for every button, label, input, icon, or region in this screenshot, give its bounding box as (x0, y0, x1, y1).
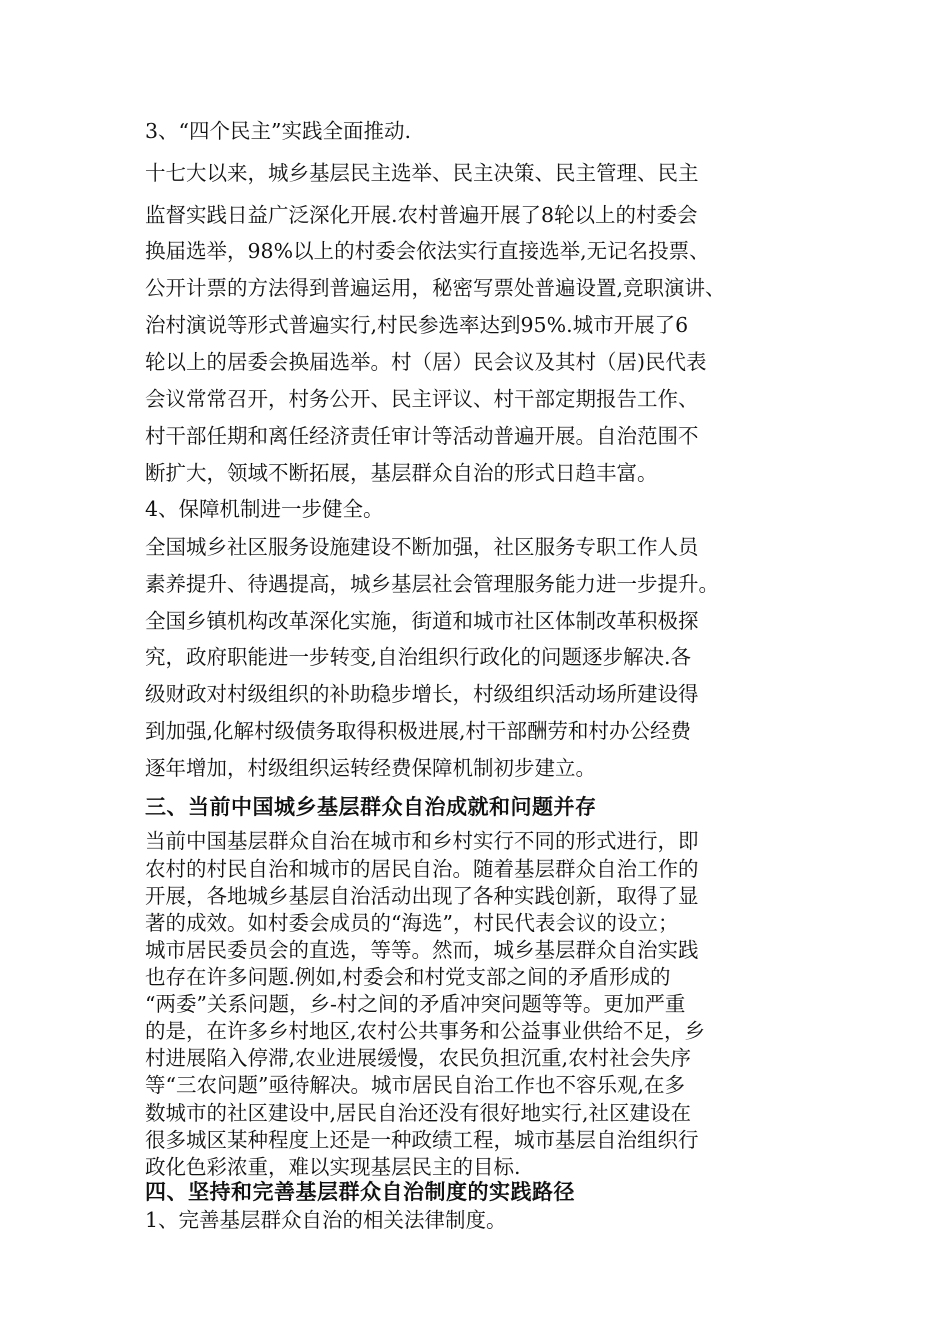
paragraph-line: 级财政对村级组织的补助稳步增长，村级组织活动场所建设得 (145, 682, 699, 706)
paragraph-line: 监督实践日益广泛深化开展.农村普遍开展了8轮以上的村委会 (145, 203, 698, 227)
paragraph-line: 著的成效。如村委会成员的“海选”，村民代表会议的设立； (145, 911, 679, 935)
paragraph-line: 全国乡镇机构改革深化实施，街道和城市社区体制改革积极探 (145, 609, 699, 633)
paragraph-line: 数城市的社区建设中,居民自治还没有很好地实行,社区建设在 (145, 1101, 692, 1125)
paragraph-line: 换届选举，98%以上的村委会依法实行直接选举,无记名投票、 (145, 239, 710, 263)
paragraph-line: 到加强,化解村级债务取得积极进展,村干部酬劳和村办公经费 (145, 719, 692, 743)
section-heading: 3、“四个民主”实践全面推动. (145, 119, 412, 143)
paragraph-line: 等“三农问题”亟待解决。城市居民自治工作也不容乐观,在多 (145, 1073, 685, 1097)
paragraph-line: 全国城乡社区服务设施建设不断加强，社区服务专职工作人员 (145, 535, 699, 559)
chapter-heading: 三、当前中国城乡基层群众自治成就和问题并存 (145, 795, 597, 819)
paragraph-line: 很多城区某种程度上还是一种政绩工程，城市基层自治组织行 (145, 1128, 699, 1152)
paragraph-line: 政化色彩浓重，难以实现基层民主的目标. (145, 1155, 521, 1179)
paragraph-line: 农村的村民自治和城市的居民自治。随着基层群众自治工作的 (145, 857, 699, 881)
chapter-heading: 四、坚持和完善基层群众自治制度的实践路径 (145, 1180, 575, 1204)
paragraph-line: 断扩大，领域不断拓展，基层群众自治的形式日趋丰富。 (145, 461, 658, 485)
paragraph-line: 村进展陷入停滞,农业进展缓慢，农民负担沉重,农村社会失序 (145, 1046, 692, 1070)
paragraph-line: 当前中国基层群众自治在城市和乡村实行不同的形式进行，即 (145, 829, 699, 853)
paragraph-line: 的是，在许多乡村地区,农村公共事务和公益事业供给不足，乡 (145, 1019, 706, 1043)
paragraph-line: 开展，各地城乡基层自治活动出现了各种实践创新，取得了显 (145, 884, 699, 908)
paragraph-line: 治村演说等形式普遍实行,村民参选率达到95%.城市开展了6 (145, 313, 689, 337)
paragraph-line: 究，政府职能进一步转变,自治组织行政化的问题逐步解决.各 (145, 645, 692, 669)
paragraph-line: 逐年增加，村级组织运转经费保障机制初步建立。 (145, 756, 596, 780)
paragraph-line: 轮以上的居委会换届选举。村（居）民会议及其村（居)民代表 (145, 350, 707, 374)
paragraph-line: 十七大以来，城乡基层民主选举、民主决策、民主管理、民主 (145, 161, 699, 185)
paragraph-line: 公开计票的方法得到普遍运用，秘密写票处普遍设置,竞职演讲、 (145, 276, 726, 300)
paragraph-line: 也存在许多问题.例如,村委会和村党支部之间的矛盾形成的 (145, 965, 671, 989)
paragraph-line: 会议常常召开，村务公开、民主评议、村干部定期报告工作、 (145, 387, 699, 411)
section-heading: 4、保障机制进一步健全。 (145, 497, 384, 521)
paragraph-line: 1、完善基层群众自治的相关法律制度。 (145, 1208, 507, 1232)
paragraph-line: 城市居民委员会的直选，等等。然而，城乡基层群众自治实践 (145, 938, 699, 962)
paragraph-line: 村干部任期和离任经济责任审计等活动普遍开展。自治范围不 (145, 424, 699, 448)
paragraph-line: 素养提升、待遇提高，城乡基层社会管理服务能力进一步提升。 (145, 572, 719, 596)
paragraph-line: “两委”关系问题，乡-村之间的矛盾冲突问题等等。更加严重 (145, 992, 686, 1016)
